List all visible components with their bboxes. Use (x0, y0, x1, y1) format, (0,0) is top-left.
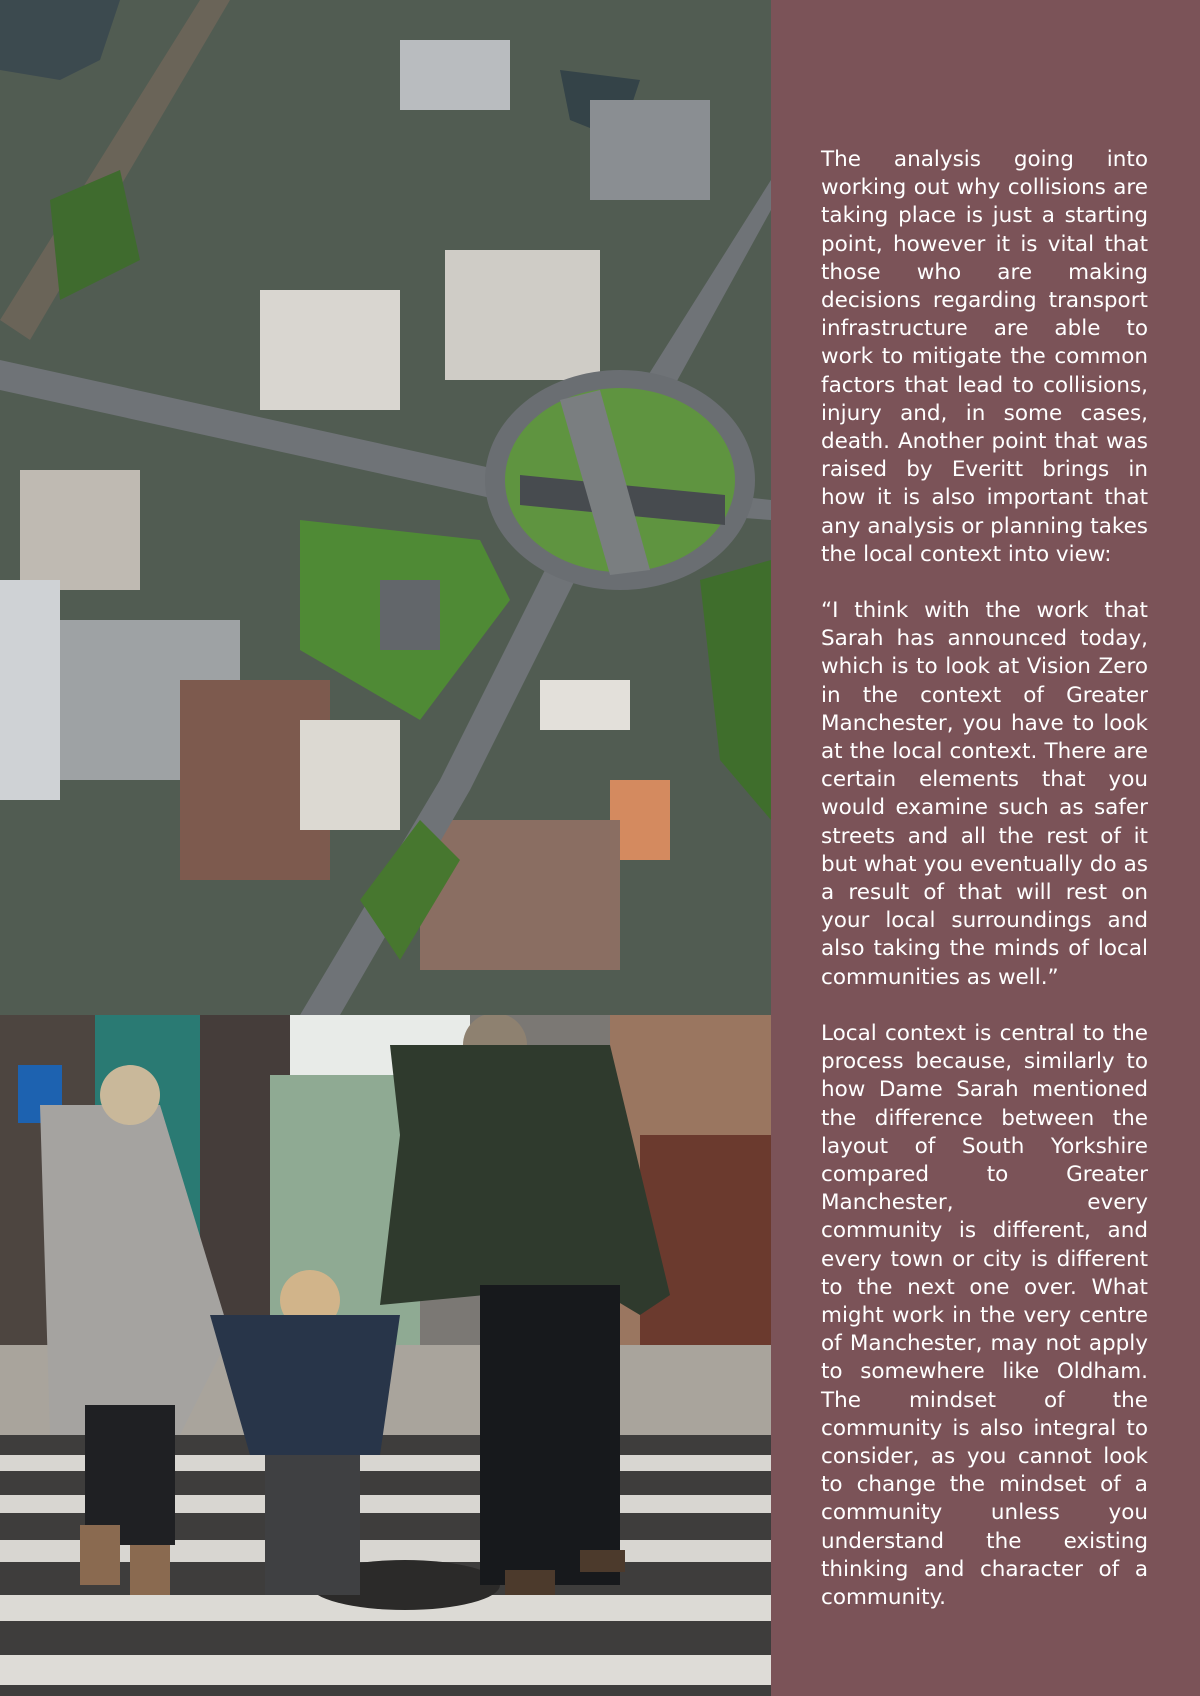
paragraph-2-quote: “I think with the work that Sarah has announced today, which is to look at Vision Zero in the context of Greater Manchester, you have to look at the local context. There are certain elements that you would examine such as safer streets and all the rest of it but what you eventually do as a result of that will rest on your local surroundings and also taking the minds of local communities as well.” (821, 598, 1148, 990)
family-crossing-image (0, 1015, 771, 1696)
aerial-roundabout-image (0, 0, 771, 1015)
paragraph-1: The analysis going into working out why collisions are taking place is just a starting point, however it is vital that those who are making decisions regarding transport infrastructure are able to work to mitigate the common factors that lead to collisions, injury and, in some cases, death. Another point that was raised by Everitt brings in how it is also important that any analysis or planning takes the local context into view: (821, 147, 1148, 567)
paragraph-3: Local context is central to the process because, similarly to how Dame Sarah mentioned the difference between the layout of South Yorkshire compared to Greater Manchester, every community is different, and every town or city is different to the next one over. What might work in the very centre of Manchester, may not apply to somewhere like Oldham. The mindset of the community is also integral to consider, as you cannot look to change the mindset of a community unless you understand the existing thinking and character of a community. (821, 1020, 1148, 1610)
article-text (821, 146, 1148, 1640)
